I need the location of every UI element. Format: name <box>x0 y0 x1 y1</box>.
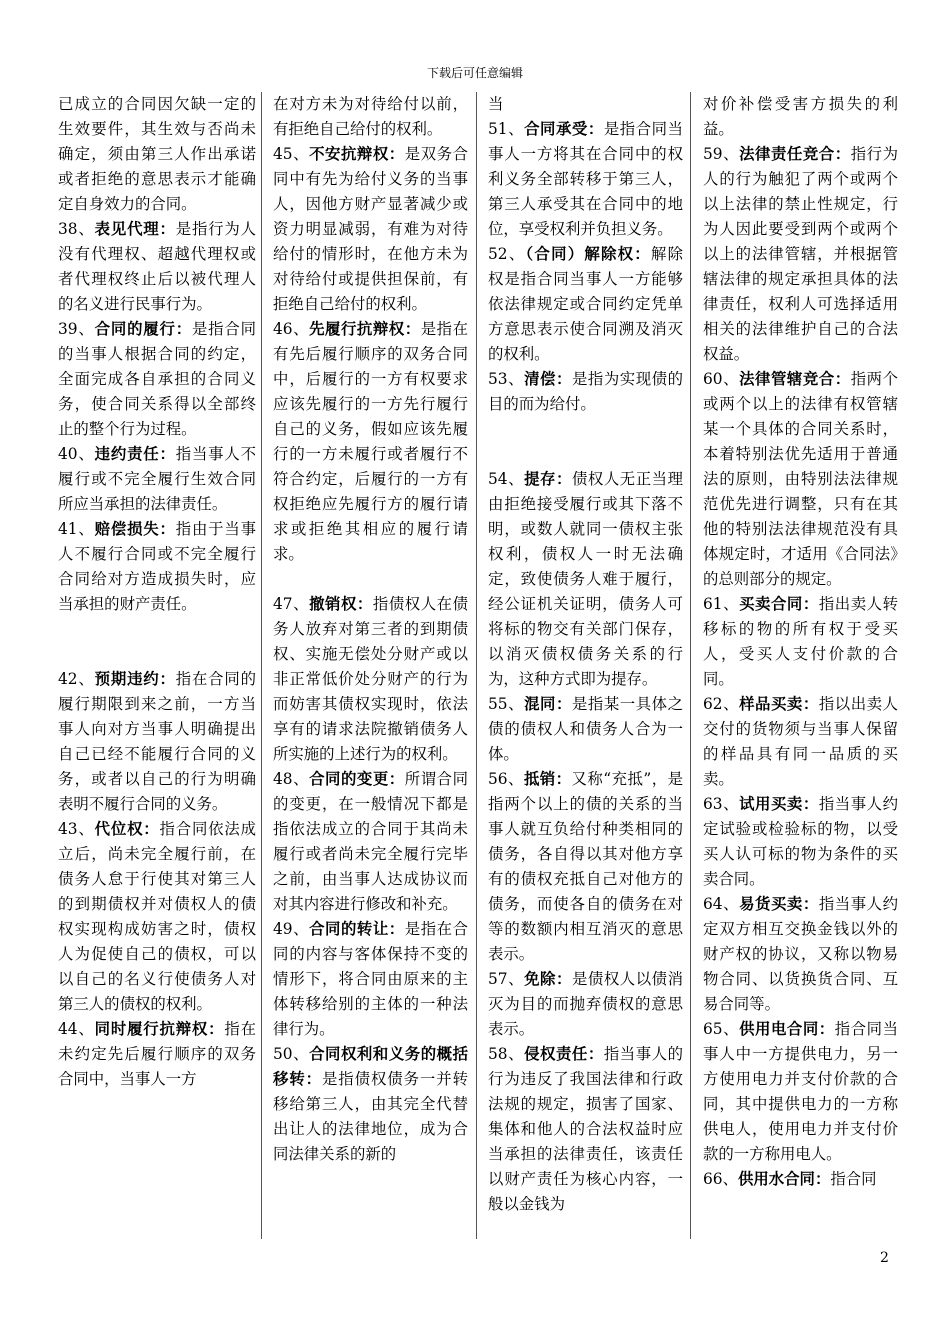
entry-term: 抵销： <box>523 770 572 788</box>
entry-61 <box>703 592 898 692</box>
entry-54 <box>488 467 683 692</box>
entry-term: 易货买卖： <box>739 895 819 913</box>
entry-text: 指出卖人转移标的物的所有权于受买人，受买人支付价款的合同。 <box>703 595 898 688</box>
entry-term: 法律责任竞合： <box>739 145 851 163</box>
entry-52 <box>488 242 683 367</box>
text-column-1 <box>58 92 256 1092</box>
entry-text: 对价补偿受害方损失的利益。 <box>703 95 898 138</box>
entry-text: 是指合同的当事人根据合同的约定，全面完成各自承担的合同义务，使合同关系得以全部终止的整个行为过程。 <box>58 320 256 438</box>
column-divider <box>476 92 477 1239</box>
entry-text: 指当事人约定双方相互交换金钱以外的财产权的协议，又称以物易物合同、以货换货合同、互易合同等。 <box>703 895 898 1013</box>
entry-text: 指合同依法成立后，尚未完全履行前，在债务人怠于行使其对第三人的到期债权并对债权人的债权实现构成妨害之时，债权人为促使自己的债权，可以以自己的名义行使债务人对第三人的债权的权利。 <box>58 820 256 1013</box>
entry-number: 56、 <box>488 770 524 788</box>
entry-term: 预期违约： <box>94 670 176 688</box>
entry-number: 39、 <box>58 320 95 338</box>
entry-text: 是指为实现债的目的而为给付。 <box>488 370 683 413</box>
entry-text: 指两个或两个以上的法律有权管辖某一个具体的合同关系时，本着特别法优先适用于普通法的原则，由特别法法律规范优先进行调整，只有在其他的特别法法律规范没有具体规定时，才适用《合同法》的总则部分的规定。 <box>703 370 898 588</box>
entry-text: 指当事人的行为违反了我国法律和行政法规的规定，损害了国家、集体和他人的合法权益时应当承担的法律责任，该责任以财产责任为核心内容，一般以金钱为 <box>488 1045 683 1213</box>
entry-text: 当 <box>488 95 504 113</box>
entry-term: 表见代理： <box>94 220 176 238</box>
entry-number: 53、 <box>488 370 525 388</box>
entry-50 <box>273 1042 468 1167</box>
entry-number: 64、 <box>703 895 740 913</box>
entry-number: 47、 <box>273 595 310 613</box>
text-column-2 <box>273 92 468 1167</box>
entry-term: 清偿： <box>524 370 572 388</box>
entry-number: 55、 <box>488 695 525 713</box>
entry-term: 合同的履行： <box>94 320 192 338</box>
entry <box>703 92 898 142</box>
entry-text: 是指在合同的内容与客体保持不变的情形下，将合同由原来的主体转移给别的主体的一种法律行为。 <box>273 920 468 1038</box>
entry-43 <box>58 817 256 1017</box>
entry-number: 54、 <box>488 470 525 488</box>
entry-number: 60、 <box>703 370 740 388</box>
entry-58 <box>488 1042 683 1217</box>
entry-number: 49、 <box>273 920 310 938</box>
entry-text: 指在合同的履行期限到来之前，一方当事人向对方当事人明确提出自己已经不能履行合同的义务，或者以自己的行为明确表明不履行合同的义务。 <box>58 670 256 813</box>
entry-term: （合同）解除权： <box>525 245 651 263</box>
entry-63 <box>703 792 898 892</box>
entry-text: 债权人无正当理由拒绝接受履行或其下落不明，或数人就同一债权主张权利，债权人一时无法确定，致使债务人难于履行，经公证机关证明，债务人可将标的物交有关部门保存，以消灭债权债务关系的行为，这种方式即为提存。 <box>488 470 683 688</box>
entry-number: 66、 <box>703 1170 738 1188</box>
entry-41 <box>58 517 256 617</box>
entry-number: 46、 <box>273 320 310 338</box>
entry <box>488 92 683 117</box>
entry-44 <box>58 1017 256 1092</box>
entry-term: 混同： <box>524 695 572 713</box>
entry-number: 40、 <box>58 445 95 463</box>
entry-text: 是指在有先后履行顺序的双务合同中，后履行的一方有权要求应该先履行的一方先行履行自己的义务，假如应该先履行的一方未履行或者履行不符合约定，后履行的一方有权拒绝应先履行方的履行请求或拒绝其相应的履行请求。 <box>273 320 468 563</box>
entry-term: 先履行抗辩权： <box>309 320 421 338</box>
entry-number: 45、 <box>273 145 310 163</box>
entry-term: 赔偿损失： <box>94 520 176 538</box>
entry-term: 合同权利和义务的概括移转： <box>273 1045 468 1088</box>
entry-text: 指在未约定先后履行顺序的双务合同中，当事人一方 <box>58 1020 256 1088</box>
entry-text: 指合同当事人中一方提供电力，另一方使用电力并支付价款的合同，其中提供电力的一方称供电人，使用电力并支付价款的一方称用电人。 <box>703 1020 898 1163</box>
entry-text: 是指债权债务一并转移给第三人，由其完全代替出让人的法律地位，成为合同法律关系的新的 <box>273 1070 468 1163</box>
column-divider <box>690 92 691 1239</box>
entry-term: 供用电合同： <box>739 1020 835 1038</box>
entry-term: 撤销权： <box>309 595 373 613</box>
entry-text: 指由于当事人不履行合同或不完全履行合同给对方造成损失时，应当承担的财产责任。 <box>58 520 256 613</box>
entry-42 <box>58 667 256 817</box>
entry-text: 是双务合同中有先为给付义务的当事人，因他方财产显著减少或资力明显减弱，有难为对待给付的情形时，在他方未为对待给付或提供担保前，有拒绝自己给付的权利。 <box>273 145 468 313</box>
entry-text: 指以出卖人交付的货物须与当事人保留的样品具有同一品质的买卖。 <box>703 695 898 788</box>
entry-66 <box>703 1167 898 1192</box>
entry-number: 41、 <box>58 520 95 538</box>
entry-term: 提存： <box>524 470 572 488</box>
entry-number: 52、 <box>488 245 526 263</box>
entry-text: 又称“充抵”，是指两个以上的债的关系的当事人就互负给付种类相同的债务，各自得以其对他方享有的债权充抵自己对他方的债务，而使各自的债务在对等的数额内相互消灭的意思表示。 <box>488 770 683 963</box>
entry-number: 58、 <box>488 1045 525 1063</box>
entry-number: 59、 <box>703 145 740 163</box>
entry-text: 指合同 <box>830 1170 877 1188</box>
entry-term: 合同承受： <box>524 120 604 138</box>
entry-term: 法律管辖竞合： <box>739 370 851 388</box>
entry-text: 在对方未为对待给付以前，有拒绝自己给付的权利。 <box>273 95 468 138</box>
entry-47 <box>273 592 468 767</box>
entry-number: 38、 <box>58 220 95 238</box>
entry-text: 是指某一具体之债的债权人和债务人合为一体。 <box>488 695 683 763</box>
entry-number: 57、 <box>488 970 525 988</box>
entry-text: 指行为人的行为触犯了两个或两个以上法律的禁止性规定，行为人因此要受到两个或两个以上的法律管辖，并根据管辖法律的规定承担具体的法律责任，权利人可选择适用相关的法律维护自己的合法权益。 <box>703 145 898 363</box>
entry-60 <box>703 367 898 592</box>
entry-text: 指当事人约定试验或检验标的物，以受买人认可标的物为条件的买卖合同。 <box>703 795 898 888</box>
entry-text: 是指合同当事人一方将其在合同中的权利义务全部转移于第三人，第三人承受其在合同中的地位，享受权利并负担义务。 <box>488 120 683 238</box>
entry-number: 63、 <box>703 795 740 813</box>
entry-text: 所谓合同的变更，在一般情况下都是指依法成立的合同于其尚未履行或者尚未完全履行完毕之前，由当事人达成协议而对其内容进行修改和补充。 <box>273 770 468 913</box>
entry-45 <box>273 142 468 317</box>
entry-38 <box>58 217 256 317</box>
entry-number: 48、 <box>273 770 310 788</box>
entry-text: 指债权人在债务人放弃对第三者的到期债权、实施无偿处分财产或以非正常低价处分财产的行为而妨害其债权实现时，依法享有的请求法院撤销债务人所实施的上述行为的权利。 <box>273 595 468 763</box>
entry-53 <box>488 367 683 417</box>
entry-term: 侵权责任： <box>524 1045 604 1063</box>
entry-text: 已成立的合同因欠缺一定的生效要件，其生效与否尚未确定，须由第三人作出承诺或者拒绝的意思表示才能确定自身效力的合同。 <box>58 95 256 213</box>
entry-39 <box>58 317 256 442</box>
entry-62 <box>703 692 898 792</box>
entry-51 <box>488 117 683 242</box>
entry-65 <box>703 1017 898 1167</box>
entry-text: 解除权是指合同当事人一方能够依法律规定或合同约定凭单方意思表示使合同溯及消灭的权利。 <box>488 245 683 363</box>
entry-number: 65、 <box>703 1020 740 1038</box>
entry <box>58 92 256 217</box>
entry-number: 43、 <box>58 820 95 838</box>
text-column-3 <box>488 92 683 1217</box>
page-header: 下载后可任意编辑 <box>426 66 523 80</box>
entry-term: 买卖合同： <box>739 595 819 613</box>
entry-number: 42、 <box>58 670 95 688</box>
entry <box>273 92 468 142</box>
entry-text: 是指行为人没有代理权、超越代理权或者代理权终止后以被代理人的名义进行民事行为。 <box>58 220 256 313</box>
entry-55 <box>488 692 683 767</box>
text-column-4 <box>703 92 898 1192</box>
entry-term: 合同的转让： <box>309 920 405 938</box>
page-number: 2 <box>880 1250 889 1266</box>
entry-40 <box>58 442 256 517</box>
entry-49 <box>273 917 468 1042</box>
entry-term: 试用买卖： <box>739 795 819 813</box>
entry-57 <box>488 967 683 1042</box>
entry-number: 62、 <box>703 695 740 713</box>
entry-term: 合同的变更： <box>309 770 405 788</box>
entry-56 <box>488 767 683 967</box>
entry-term: 代位权： <box>94 820 160 838</box>
column-divider <box>261 92 262 1239</box>
entry-number: 50、 <box>273 1045 310 1063</box>
entry-term: 违约责任： <box>94 445 176 463</box>
entry-number: 51、 <box>488 120 525 138</box>
entry-term: 免除： <box>524 970 572 988</box>
entry-term: 供用水合同： <box>737 1170 831 1188</box>
entry-46 <box>273 317 468 567</box>
entry-term: 样品买卖： <box>739 695 819 713</box>
entry-term: 不安抗辩权： <box>309 145 405 163</box>
entry-64 <box>703 892 898 1017</box>
entry-number: 61、 <box>703 595 740 613</box>
entry-number: 44、 <box>58 1020 95 1038</box>
entry-term: 同时履行抗辩权： <box>94 1020 225 1038</box>
entry-text: 是债权人以债消灭为目的而抛弃债权的意思表示。 <box>488 970 683 1038</box>
entry-48 <box>273 767 468 917</box>
entry-text: 指当事人不履行或不完全履行生效合同所应当承担的法律责任。 <box>58 445 256 513</box>
entry-59 <box>703 142 898 367</box>
